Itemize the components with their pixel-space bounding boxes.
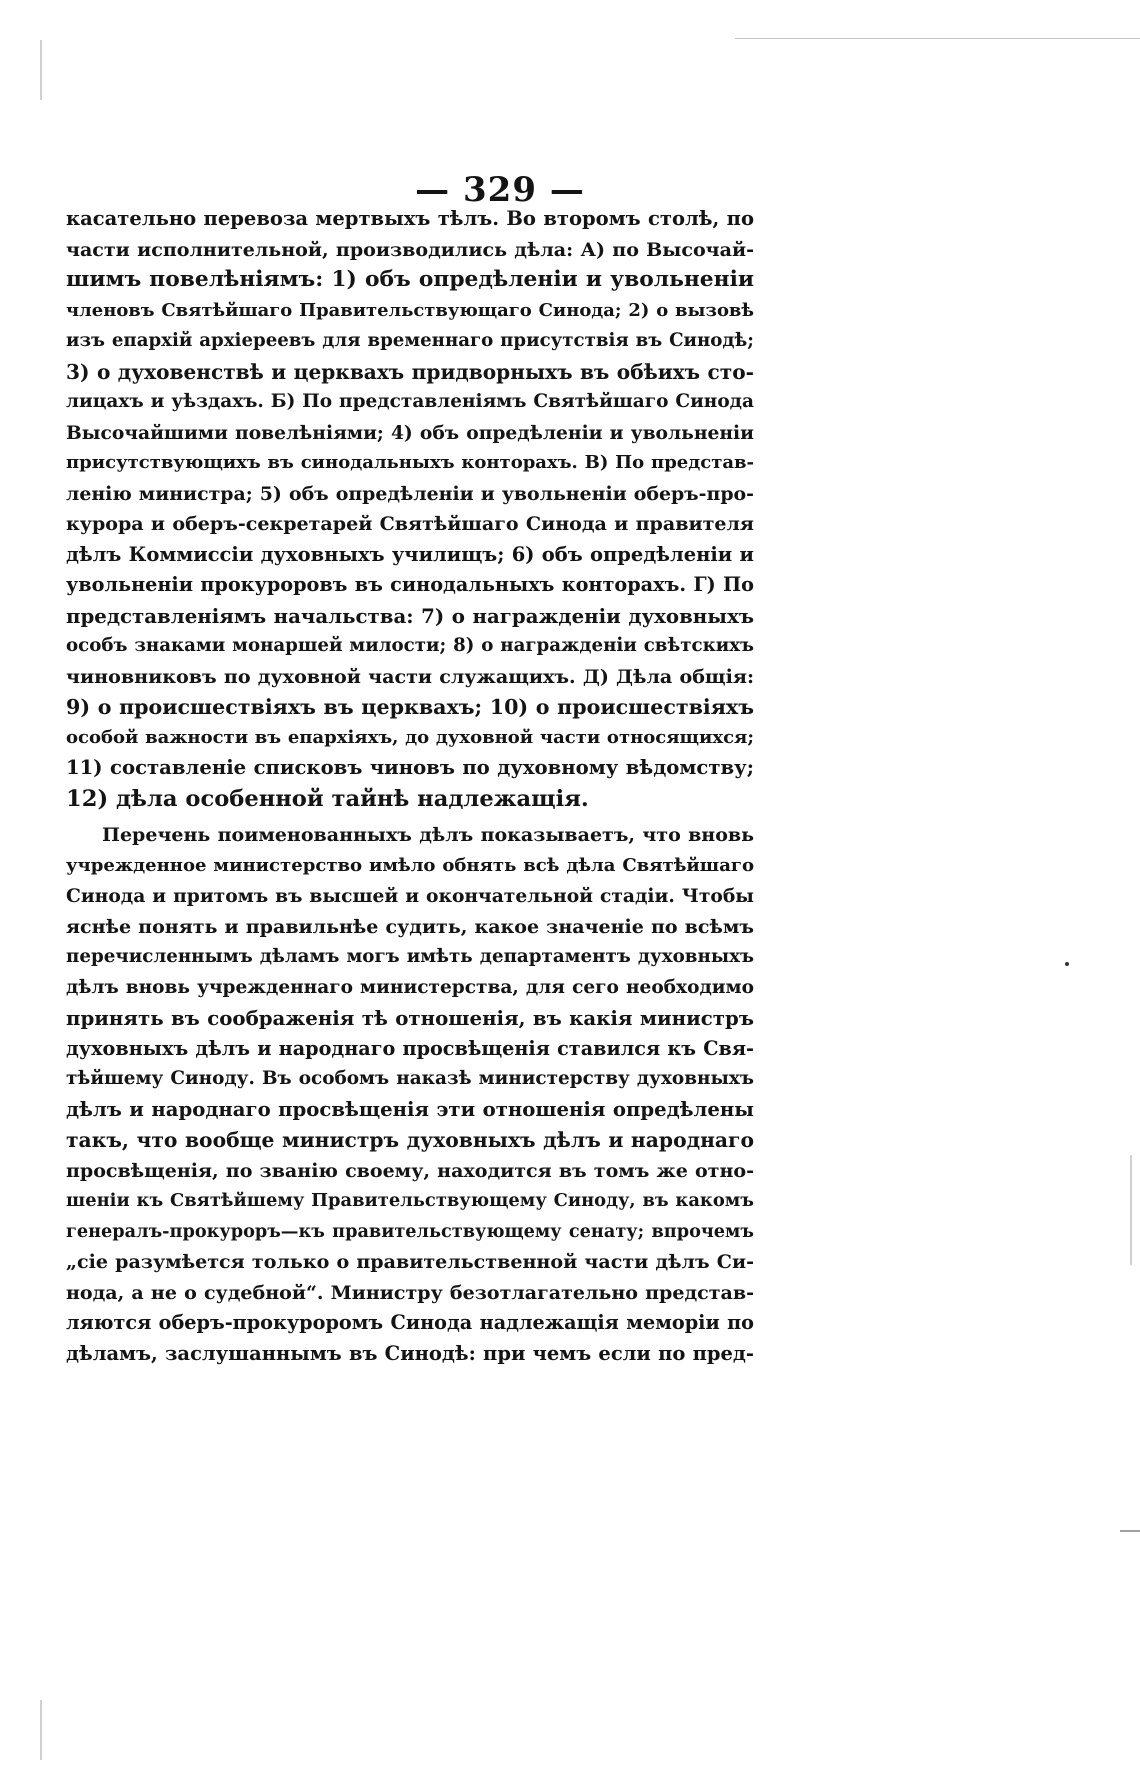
text-line: Перечень поименованныхъ дѣлъ показываетъ, что вновь (102, 824, 754, 846)
text-line: Синода и притомъ въ высшей и окончательной стадіи. Чтобы (66, 885, 754, 907)
text-line: учрежденное министерство имѣло обнять всѣ дѣла Святѣйшаго (66, 854, 754, 876)
scan-dot (1065, 962, 1069, 966)
text-line: духовныхъ дѣлъ и народнаго просвѣщенія ставился къ Свя- (66, 1036, 754, 1060)
text-line: 9) о происшествіяхъ въ церквахъ; 10) о происшествіяхъ (66, 695, 754, 719)
scan-edge-right-mark (1130, 1155, 1132, 1265)
text-line: ленію министра; 5) объ опредѣленіи и увольненіи оберъ-про- (66, 482, 754, 505)
scan-edge-left-mark (40, 40, 42, 100)
text-line: лицахъ и уѣздахъ. Б) По представленіямъ Святѣйшаго Синода (66, 391, 754, 412)
scan-edge-top-rule (735, 38, 1140, 39)
text-line: 11) составленіе списковъ чиновъ по духовному вѣдомству; (66, 756, 754, 779)
paragraph-1 (66, 204, 754, 814)
text-line: нода, а не о судебной“. Министру безотлагательно представ- (66, 1281, 754, 1304)
scan-edge-bottom-left-mark (40, 1700, 42, 1760)
text-line: присутствующихъ въ синодальныхъ конторахъ. В) По представ- (66, 452, 754, 473)
text-line: шеніи къ Святѣйшему Правительствующему Синоду, въ какомъ (66, 1190, 754, 1211)
text-line: дѣламъ, заслушаннымъ въ Синодѣ: при чемъ если по пред- (66, 1341, 754, 1365)
text-line: яснѣе понять и правильнѣе судить, какое значеніе по всѣмъ (66, 915, 754, 938)
text-line: дѣлъ и народнаго просвѣщенія эти отношенія опредѣлены (66, 1097, 754, 1121)
text-line: ляются оберъ-прокуроромъ Синода надлежащія меморіи по (66, 1311, 754, 1334)
text-line: представленіямъ начальства: 7) о награжденіи духовныхъ (66, 603, 754, 628)
text-line: касательно перевоза мертвыхъ тѣлъ. Во второмъ столѣ, по (66, 207, 754, 230)
text-line: 3) о духовенствѣ и церквахъ придворныхъ въ обѣихъ сто- (66, 359, 754, 384)
text-line: тѣйшему Синоду. Въ особомъ наказѣ министерству духовныхъ (66, 1068, 754, 1089)
text-line: членовъ Святѣйшаго Правительствующаго Синода; 2) о вызовѣ (66, 299, 754, 321)
text-line: просвѣщенія, по званію своему, находится въ томъ же отно- (66, 1159, 754, 1182)
text-line: Высочайшими повелѣніями; 4) объ опредѣленіи и увольненіи (66, 421, 754, 444)
text-line: „сіе разумѣется только о правительственной части дѣлъ Си- (66, 1251, 754, 1273)
text-line: шимъ повелѣніямъ: 1) объ опредѣленіи и увольненіи (66, 267, 754, 292)
paragraph-2 (66, 820, 754, 1369)
text-line: генералъ-прокуроръ—къ правительствующему сенату; впрочемъ (66, 1220, 754, 1242)
text-line: увольненіи прокуроровъ въ синодальныхъ конторахъ. Г) По (66, 573, 754, 596)
text-line: курора и оберъ-секретарей Святѣйшаго Синода и правителя (66, 513, 754, 535)
text-line: особой важности въ епархіяхъ, до духовной части относящихся; (66, 726, 754, 748)
text-line: принять въ соображенія тѣ отношенія, въ какія министръ (66, 1006, 754, 1030)
text-line: части исполнительной, производились дѣла: А) по Высочай- (66, 238, 754, 261)
text-line: такъ, что вообще министръ духовныхъ дѣлъ и народнаго (66, 1128, 754, 1152)
scan-edge-bottom-right-dash (1120, 1530, 1140, 1532)
text-line: особъ знаками монаршей милости; 8) о награжденіи свѣтскихъ (66, 635, 754, 656)
text-line: дѣлъ Коммиссіи духовныхъ училищъ; 6) объ опредѣленіи и (66, 542, 754, 566)
page-number: — 329 — (415, 170, 585, 210)
text-line: изъ епархій архіереевъ для временнаго присутствія въ Синодѣ; (66, 330, 754, 351)
text-line: дѣлъ вновь учрежденнаго министерства, для сего необходимо (66, 976, 754, 998)
text-line: 12) дѣла особенной тайнѣ надлежащія. (66, 785, 589, 812)
text-line: чиновниковъ по духовной части служащихъ. Д) Дѣла общія: (66, 664, 754, 688)
text-line: перечисленнымъ дѣламъ могъ имѣть департаментъ духовныхъ (66, 946, 754, 967)
